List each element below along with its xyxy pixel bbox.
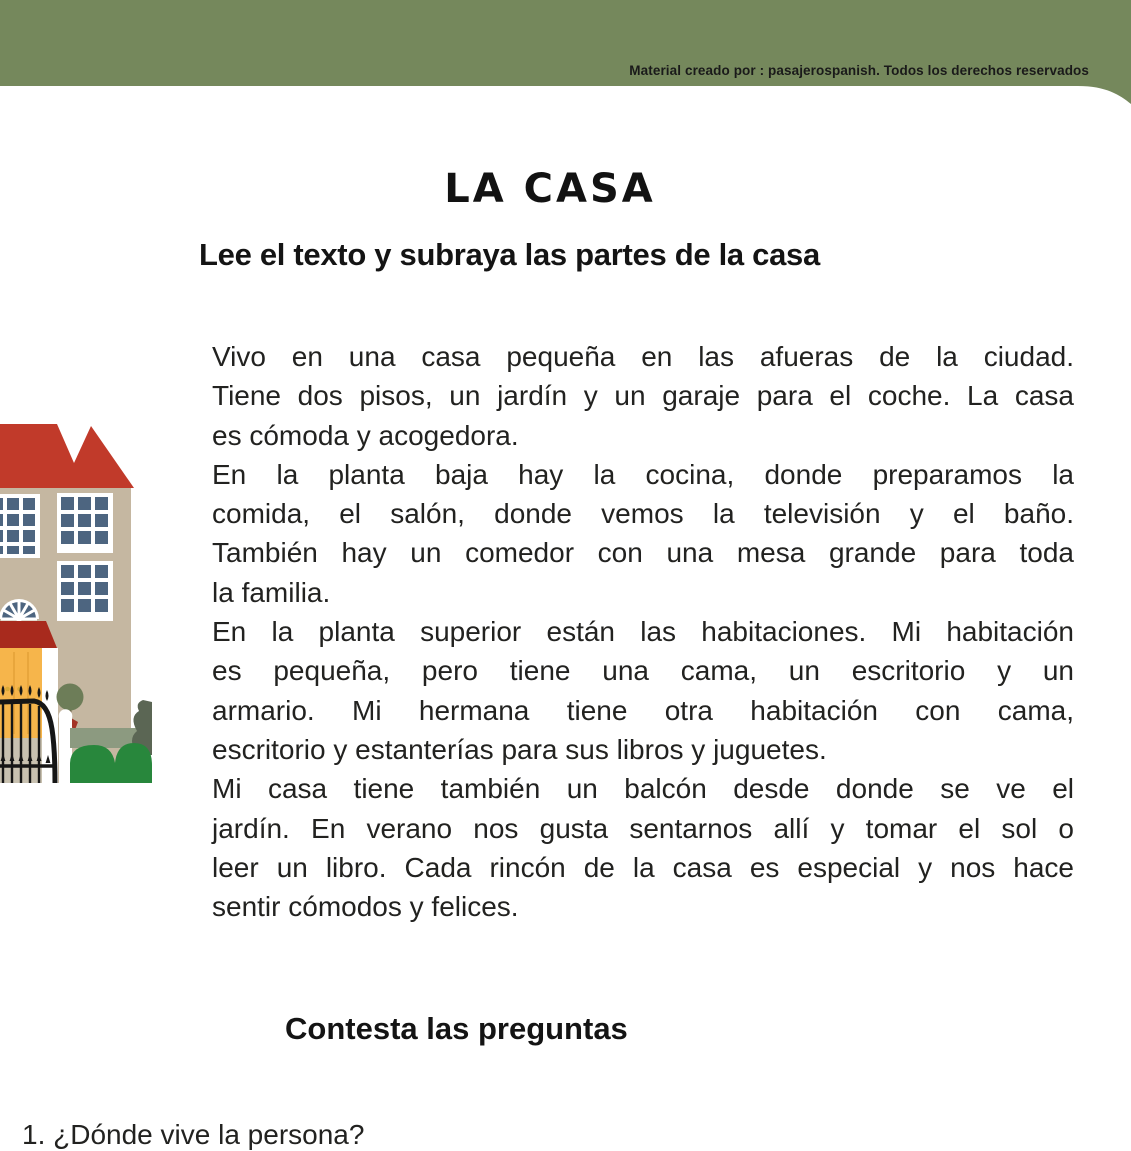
text-line: es pequeña, pero tiene una cama, un escritorio y un <box>212 655 1074 687</box>
page-title: LA CASA <box>444 166 656 212</box>
text-line: En la planta superior están las habitaciones. Mi habitación <box>212 616 1074 648</box>
roof-shape <box>0 424 134 488</box>
text-line: Vivo en una casa pequeña en las afueras de la ciudad. <box>212 341 1074 372</box>
house-illustration <box>0 419 152 783</box>
text-line: sentir cómodos y felices. <box>212 891 519 923</box>
text-line: comida, el salón, donde vemos la televisión y el baño. <box>212 498 1074 530</box>
questions-heading: Contesta las preguntas <box>285 1011 628 1046</box>
text-line: jardín. En verano nos gusta sentarnos allí y tomar el sol o <box>212 812 1074 844</box>
reading-passage <box>212 337 1074 926</box>
text-line: escritorio y estanterías para sus libros y juguetes. <box>212 733 827 765</box>
text-line: También hay un comedor con una mesa grande para toda <box>212 537 1074 569</box>
text-line: leer un libro. Cada rincón de la casa es especial y nos hace <box>212 851 1074 883</box>
window-top-left <box>0 494 40 558</box>
text-line: la familia. <box>212 576 331 608</box>
text-line: En la planta baja hay la cocina, donde preparamos la <box>212 458 1074 490</box>
header-bar <box>0 0 1131 106</box>
text-line: Mi casa tiene también un balcón desde donde se ve el <box>212 773 1074 805</box>
instruction-heading: Lee el texto y subraya las partes de la casa <box>199 237 820 272</box>
question-line-partial: 1. ¿Dónde vive la persona? <box>22 1119 365 1150</box>
header-bar-shape <box>0 0 1131 104</box>
window-middle-right <box>57 561 113 621</box>
text-line: Tiene dos pisos, un jardín y un garaje para el coche. La casa <box>212 380 1074 412</box>
window-top-right <box>57 493 113 553</box>
text-line: armario. Mi hermana tiene otra habitación con cama, <box>212 694 1074 726</box>
text-line: es cómoda y acogedora. <box>212 419 519 451</box>
copyright-text: Material creado por : pasajerospanish. Todos los derechos reservados <box>629 63 1089 78</box>
